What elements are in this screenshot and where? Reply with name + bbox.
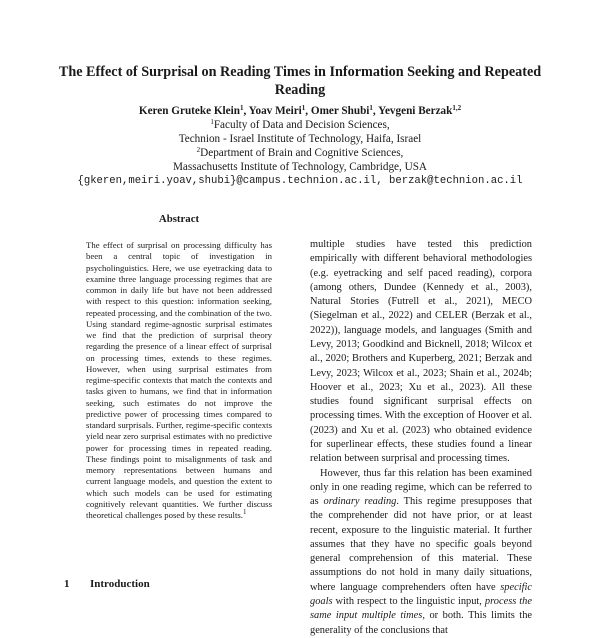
affiliation-1-line-2: Technion - Israel Institute of Technology, Haifa, Israel [178,133,422,145]
affiliation-1: $^1$Faculty of Data and Decision Sciences, [210,118,390,131]
affiliation-2: $^2$Department of Brain and Cognitive Sciences, [196,146,404,159]
author-emails: {gkeren,meiri.yoav,shubi}@campus.technion.ac.il, berzak@technion.ac.il [77,175,523,187]
affiliation-mark: 1 [239,104,244,112]
footnote-mark: 1 [242,508,247,516]
affiliation-mark: 1 [301,104,306,112]
section-heading-introduction [64,578,150,590]
author-name: Yoav Meiri [248,105,302,117]
body-paragraph-1: multiple studies have tested this prediction empirically with different behavioral methodologies (e.g. eyetracking and self paced reading), corpora (among others, Dundee (Kennedy et al., 2003), Natural Stories (Futrell et al., 2021), MECO (Siegelman et al., 2022) and CELER (Berzak et al., 2022)), language models, and languages (Smith and Levy, 2013; Goodkind and Bicknell, 2018; Wilcox et al., 2020; Brothers and Kuperberg, 2021; Berzak and Levy, 2023; Wilcox et al., 2023; Shain et al., 2024b; Hoover et al., 2023; Xu et al., 2023). All these studies found significant surprisal effects on processing times. With the exception of Hoover et al. (2023) and Xu et al. (2023) who obtained evidence for superlinear effects, these studies found a linear relation between surprisal and processing times. [310,239,532,465]
right-column [310,238,532,638]
author-names: Keren Gruteke Klein$^1$, Yoav Meiri$^1$, Omer Shubi$^1$, Yevgeni Berzak$^{1,2}$ [138,104,462,117]
abstract-text: The effect of surprisal on processing difficulty has been a central topic of investigation in psycholinguistics. Here, we use eyetracking data to examine three language processing regimes that are common in daily life but have not been addressed with respect to this question: information seeking, repeated processing, and the combination of the two. Using standard regime-agnostic surprisal estimates we find that the prediction of surprisal theory regarding the presence of a linear effect of surprisal on processing times, extends to these regimes. However, when using surprisal estimates from regime-specific contexts that match the contexts and tasks given to humans, we find that in information seeking, such estimates do not improve the predictive power of processing times compared to standard surprisals. Further, regime-specific contexts yield near zero surprisal estimates with no predictive power for processing times in repeated reading. These findings point to misalignments of task and memory representations between humans and current language models, and question the extent to which such models can be used for estimating cognitively relevant quantities. We further discuss theoretical challenges posed by these results.$^1$ [86,240,272,520]
left-column [86,212,272,521]
affiliation-mark: 1 [210,118,214,126]
author-name: Yevgeni Berzak [378,105,453,117]
author-block [40,104,560,188]
body-paragraph-2: However, thus far this relation has been examined only in one reading regime, which can be referred to as ordinary reading. This regime presupposes that the comprehender did not have prior, or at least recent, exposure to the linguistic material. It further assumes that they have no specific goals beyond general comprehension of this material. These assumptions do not hold in many daily situations, where language comprehenders often have specific goals with respect to the linguistic input, process the same input multiple times, or both. This limits the generality of the conclusions that [310,467,532,636]
affiliation-mark: 1 [369,104,373,112]
section-number: 1 [64,578,70,590]
affiliation-mark: 1,2 [452,104,462,112]
emphasis-ordinary-reading: ordinary reading [323,496,397,508]
affiliation-mark: 2 [196,146,201,154]
affiliation-2-line-2: Massachusetts Institute of Technology, Cambridge, USA [172,161,427,173]
abstract-heading: Abstract [158,213,200,225]
author-name: Keren Gruteke Klein [138,105,240,117]
emphasis-multiple-times: process the same input multiple times [310,596,532,622]
emphasis-specific-goals: specific goals [310,581,532,608]
author-name: Omer Shubi [310,105,370,117]
paper-title: The Effect of Surprisal on Reading Times in Information Seeking and Repeated Reading [58,64,542,98]
section-title: Introduction [90,578,150,590]
